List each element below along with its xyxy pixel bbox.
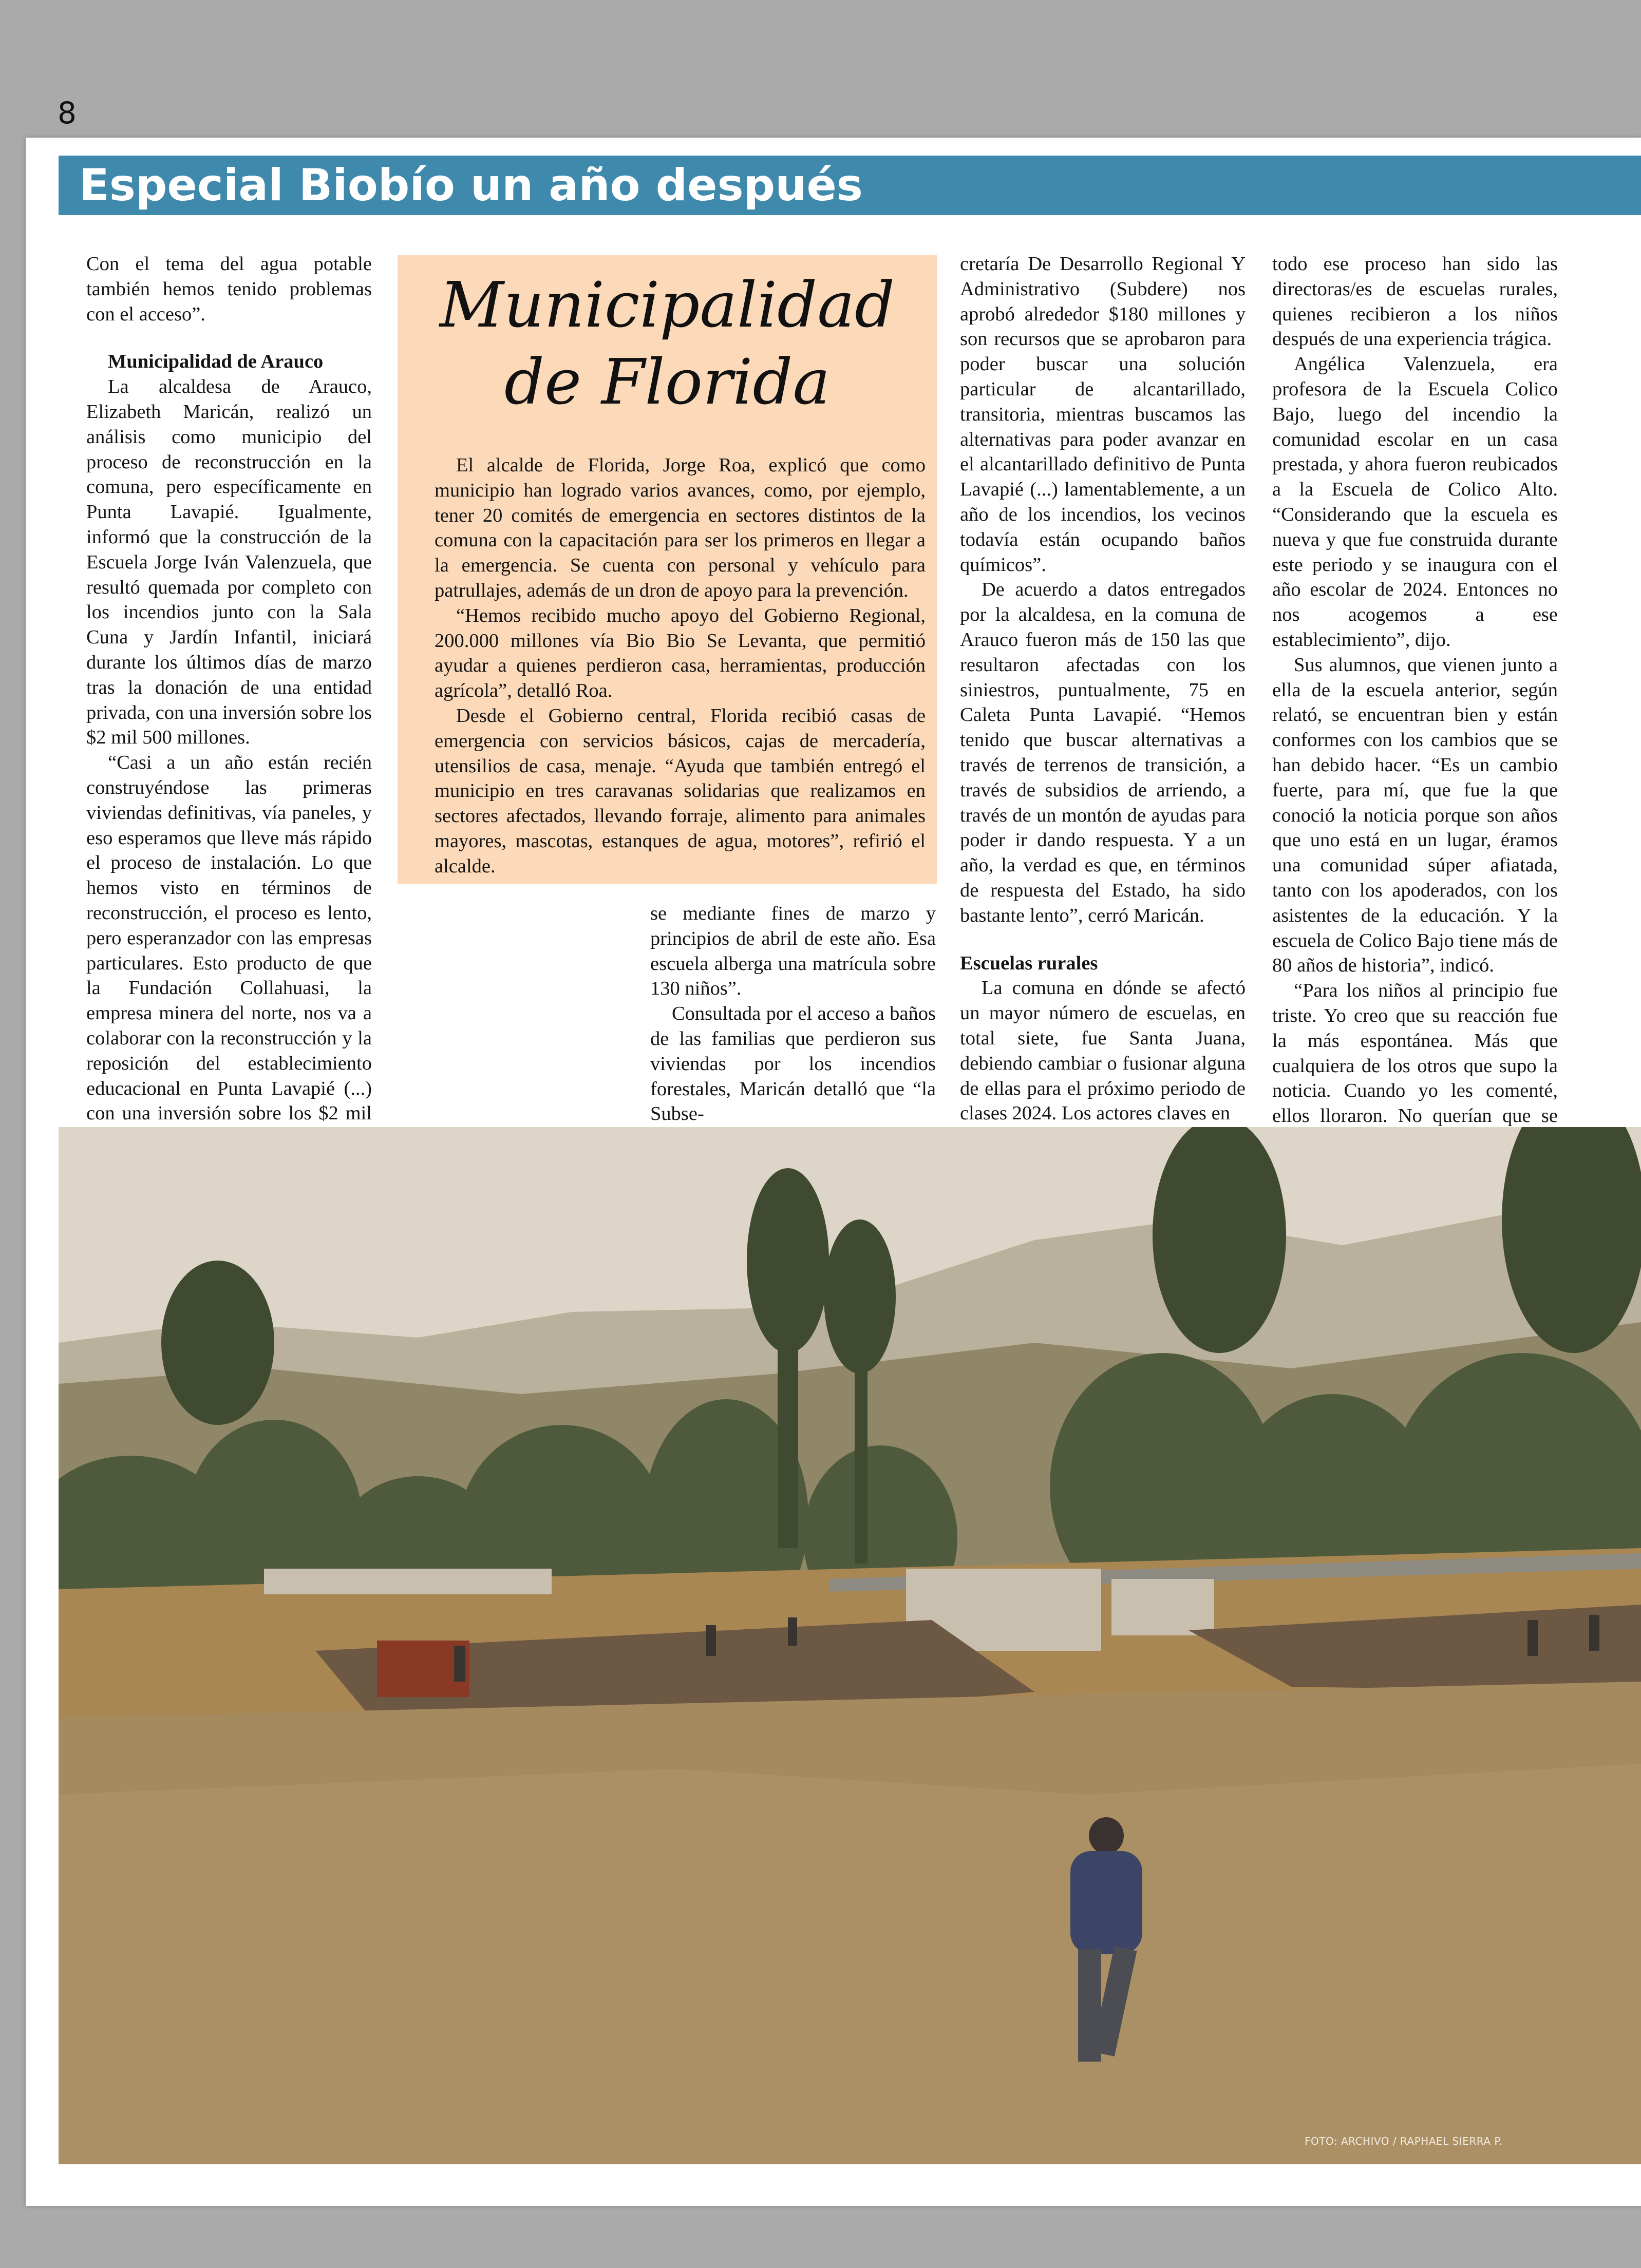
paragraph: “Para los niños al principio fue triste. Yo creo que su reacción fue la más espontánea. Más que cualquiera de los otros que supo la noticia. Cuando yo les comenté, ellos lloraron. No querían que se xyxy=(1272,980,1558,1127)
paragraph: De acuerdo a datos entregados por la alcaldesa, en la comuna de Arauco fueron más de 150 las que resultaron afectadas con los siniestros, puntualmente, 75 en Caleta Punta Lavapié. “Hemos tenido que buscar alternativas a través de terrenos de transición, a través de subsidios de arriendo, a través de un montón de ayudas para poder ir dando respuesta. Y a un año, la verdad es que, en términos de respuesta del Estado, ha sido bastante lento”, cerró Maricán. xyxy=(960,579,1246,926)
sidebar-body xyxy=(435,453,926,879)
page-number: 8 xyxy=(58,96,77,130)
sidebar-title-line-1: Municipalidad xyxy=(439,269,895,341)
paragraph: La comuna en dónde se afectó un mayor número de escuelas, en total siete, fue Santa Juana, debiendo cambiar o fusionar alguna de ellas para el próximo periodo de clases 2024. Los actores claves en xyxy=(960,977,1246,1125)
paragraph: El alcalde de Florida, Jorge Roa, explicó que como municipio han logrado varios avances, como, por ejemplo, tener 20 comités de emergencia en sectores distintos de la comuna con la capacitación para ser los primeros en llegar a la emergencia. Se cuenta con personal y vehículo para patrullajes, además de un dron de apoyo para la prevención. xyxy=(435,454,926,601)
fire-aftermath-photo xyxy=(59,1127,1641,2164)
section-title: Especial Biobío un año después xyxy=(79,160,863,211)
paragraph: La alcaldesa de Arauco, Elizabeth Maricán, realizó un análisis como municipio del proceso de reconstrucción en la comuna, pero específicamente en Punta Lavapié. Igualmente, informó que la construcción de la Escuela Jorge Iván Valenzuela, que resultó quemada por completo con los incendios junto con la Sala Cuna y Jardín Infantil, iniciará durante los últimos días de marzo tras la donación de una entidad privada, con una inversión sobre los $2 mil 500 millones. xyxy=(86,376,372,749)
sidebar-box-florida xyxy=(398,255,937,884)
paragraph: Angélica Valenzuela, era profesora de la Escuela Colico Bajo, luego del incendio la comunidad escolar en un casa prestada, y ahora fueron reubicados a la Escuela de Colico Alto. “Considerando que la escuela es nueva y que fue construida durante este periodo y se inaugura con el año escolar de 2024. Entonces no nos acogemos a ese establecimiento”, dijo. xyxy=(1272,353,1558,651)
paragraph: todo ese proceso han sido las directoras/es de escuelas rurales, quienes recibieron a los niños después de una experiencia trágica. xyxy=(1272,253,1558,350)
sidebar-title xyxy=(398,266,937,421)
article-column-1 xyxy=(86,252,372,1176)
photo-credit: FOTO: ARCHIVO / RAPHAEL SIERRA P. xyxy=(1305,2135,1503,2147)
section-banner xyxy=(59,156,1641,215)
paragraph: Consultada por el acceso a baños de las familias que perdieron sus viviendas por los incendios forestales, Maricán detalló que “la Subse- xyxy=(650,1003,936,1125)
article-column-5 xyxy=(1272,252,1558,1154)
paragraph: Desde el Gobierno central, Florida recibió casas de emergencia con servicios básicos, cajas de mercadería, utensilios de casa, menaje. “Ayuda que también entregó el municipio en tres caravanas solidarias que realizamos en sectores afectados, llevando forraje, alimento para animales mayores, mascotas, estanques de agua, motores”, refirió el alcalde. xyxy=(435,704,926,877)
paragraph: “Hemos recibido mucho apoyo del Gobierno Regional, 200.000 millones vía Bio Bio Se Levanta, que permitió ayudar a quienes perdieron casa, herramientas, producción agrícola”, detalló Roa. xyxy=(435,604,926,702)
paragraph: Sus alumnos, que vienen junto a ella de la escuela anterior, según relató, se encuentran bien y están conformes con los cambios que se han debido hacer. “Es un cambio fuerte, para mí, que fue la que conoció la noticia porque son años que uno está en un lugar, éramos una comunidad súper afiatada, tanto con los apoderados, con los asistentes de la educación. Y la escuela de Colico Bajo tiene más de 80 años de historia”, indicó. xyxy=(1272,654,1558,977)
paragraph: “Casi a un año están recién construyéndose las primeras viviendas definitivas, vía paneles, y eso esperamos que lleve más rápido el proceso de instalación. Lo que hemos visto en términos de reconstrucción, el proceso es lento, pero esperanzador con las empresas particulares. Esto producto de que la Fundación Collahuasi, la empresa minera del norte, nos va a colaborar con la reconstrucción y la reposición del establecimiento educacional en Punta Lavapié (...) con una inversión sobre los $2 mil xyxy=(86,752,372,1125)
subheading-escuelas-rurales: Escuelas rurales xyxy=(960,952,1098,974)
article-column-3 xyxy=(650,901,936,1127)
article-column-4 xyxy=(960,252,1246,1126)
subheading-arauco: Municipalidad de Arauco xyxy=(108,351,324,373)
paragraph: se mediante fines de marzo y principios de abril de este año. Esa escuela alberga una matrícula sobre 130 niños”. xyxy=(650,903,936,1000)
paragraph: cretaría De Desarrollo Regional Y Administrativo (Subdere) nos aprobó alrededor $180 millones y son recursos que se aprobaron para poder buscar una solución particular de alcantarillado, transitoria, mientras buscamos las alternativas para poder avanzar en el alcantarillado definitivo de Punta Lavapié (...) lamentablemente, a un año de los incendios, los vecinos todavía están ocupando baños químicos”. xyxy=(960,253,1246,576)
sidebar-title-line-2: de Florida xyxy=(504,346,831,418)
paragraph: Con el tema del agua potable también hemos tenido problemas con el acceso”. xyxy=(86,253,372,325)
photo-illustration xyxy=(59,1127,1641,2164)
